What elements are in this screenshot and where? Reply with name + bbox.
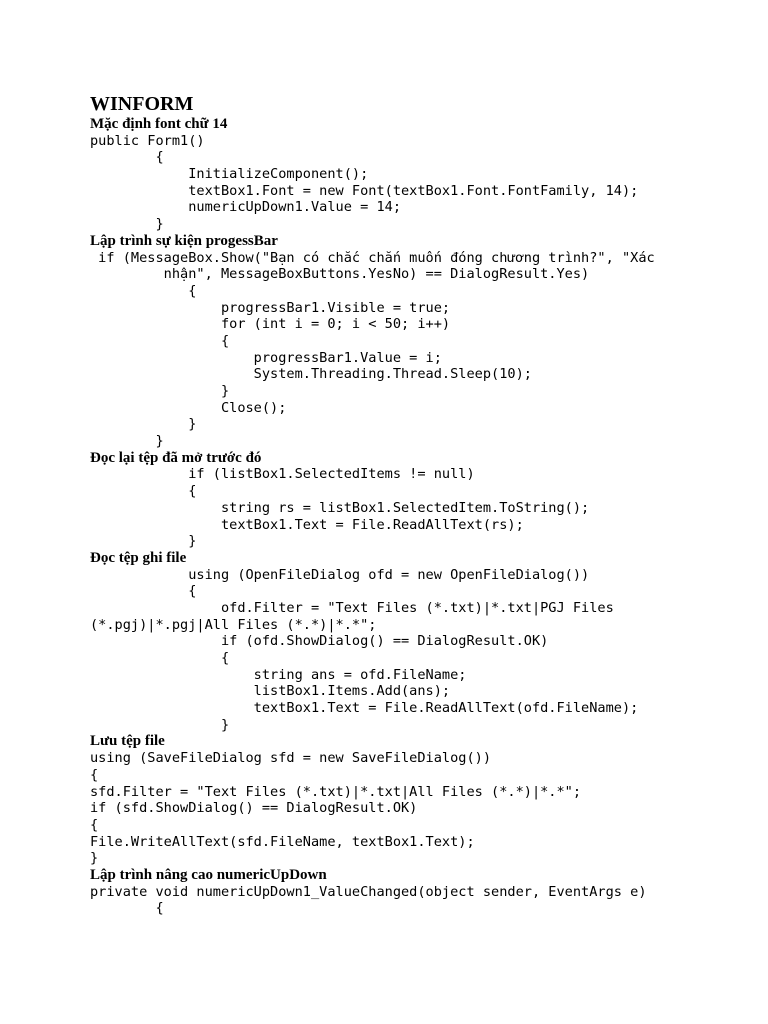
code-line: File.WriteAllText(sfd.FileName, textBox1.Text); <box>90 833 475 850</box>
code-line: textBox1.Font = new Font(textBox1.Font.FontFamily, 14); <box>90 182 639 199</box>
code-line: Close(); <box>90 399 287 416</box>
code-line: string rs = listBox1.SelectedItem.ToString(); <box>90 499 590 516</box>
code-line: { <box>90 766 99 783</box>
code-line: textBox1.Text = File.ReadAllText(ofd.FileName); <box>90 700 639 717</box>
code-line: progressBar1.Value = i; <box>90 349 442 366</box>
code-line: sfd.Filter = "Text Files (*.txt)|*.txt|All Files (*.*)|*.*"; <box>90 783 582 800</box>
code-line: { <box>90 583 197 600</box>
code-line: } <box>90 216 164 233</box>
code-line: { <box>90 483 197 500</box>
section-heading: Lập trình nâng cao numericUpDown <box>90 866 327 883</box>
code-line: { <box>90 282 197 299</box>
code-line: { <box>90 816 99 833</box>
code-line: if (listBox1.SelectedItems != null) <box>90 466 475 483</box>
code-line: } <box>90 850 99 867</box>
section-heading: Lập trình sự kiện progessBar <box>90 232 278 249</box>
code-line: for (int i = 0; i < 50; i++) <box>90 316 451 333</box>
code-line: InitializeComponent(); <box>90 166 369 183</box>
code-line: progressBar1.Visible = true; <box>90 299 451 316</box>
document-body <box>90 116 760 917</box>
code-line: (*.pgj)|*.pgj|All Files (*.*)|*.*"; <box>90 616 377 633</box>
code-line: textBox1.Text = File.ReadAllText(rs); <box>90 516 524 533</box>
code-line: } <box>90 433 164 450</box>
code-line: } <box>90 416 197 433</box>
code-line: { <box>90 650 230 666</box>
code-line: { <box>90 900 164 917</box>
section-heading: Mặc định font chữ 14 <box>90 116 228 132</box>
code-line: private void numericUpDown1_ValueChanged(object sender, EventArgs e) <box>90 883 647 900</box>
code-line: if (MessageBox.Show("Bạn có chắc chắn muốn đóng chương trình?", "Xác <box>90 249 655 266</box>
code-line: } <box>90 716 230 733</box>
code-line: } <box>90 533 197 550</box>
code-line: nhận", MessageBoxButtons.YesNo) == DialogResult.Yes) <box>90 266 590 283</box>
code-line: { <box>90 149 164 166</box>
code-line: if (sfd.ShowDialog() == DialogResult.OK) <box>90 800 418 817</box>
code-line: ofd.Filter = "Text Files (*.txt)|*.txt|PGJ Files <box>90 599 614 616</box>
code-line: numericUpDown1.Value = 14; <box>90 199 401 216</box>
code-line: if (ofd.ShowDialog() == DialogResult.OK) <box>90 633 549 650</box>
code-line: } <box>90 383 230 399</box>
document-title: WINFORM <box>90 93 194 115</box>
code-line: public Form1() <box>90 132 205 149</box>
code-line: string ans = ofd.FileName; <box>90 666 467 683</box>
section-heading: Đọc tệp ghi file <box>90 549 187 566</box>
code-line: using (SaveFileDialog sfd = new SaveFileDialog()) <box>90 750 492 767</box>
code-line: using (OpenFileDialog ofd = new OpenFileDialog()) <box>90 566 590 583</box>
code-line: { <box>90 332 230 349</box>
code-line: System.Threading.Thread.Sleep(10); <box>90 366 532 383</box>
section-heading: Đọc lại tệp đã mở trước đó <box>90 449 262 466</box>
code-line: listBox1.Items.Add(ans); <box>90 683 451 700</box>
section-heading: Lưu tệp file <box>90 733 165 750</box>
